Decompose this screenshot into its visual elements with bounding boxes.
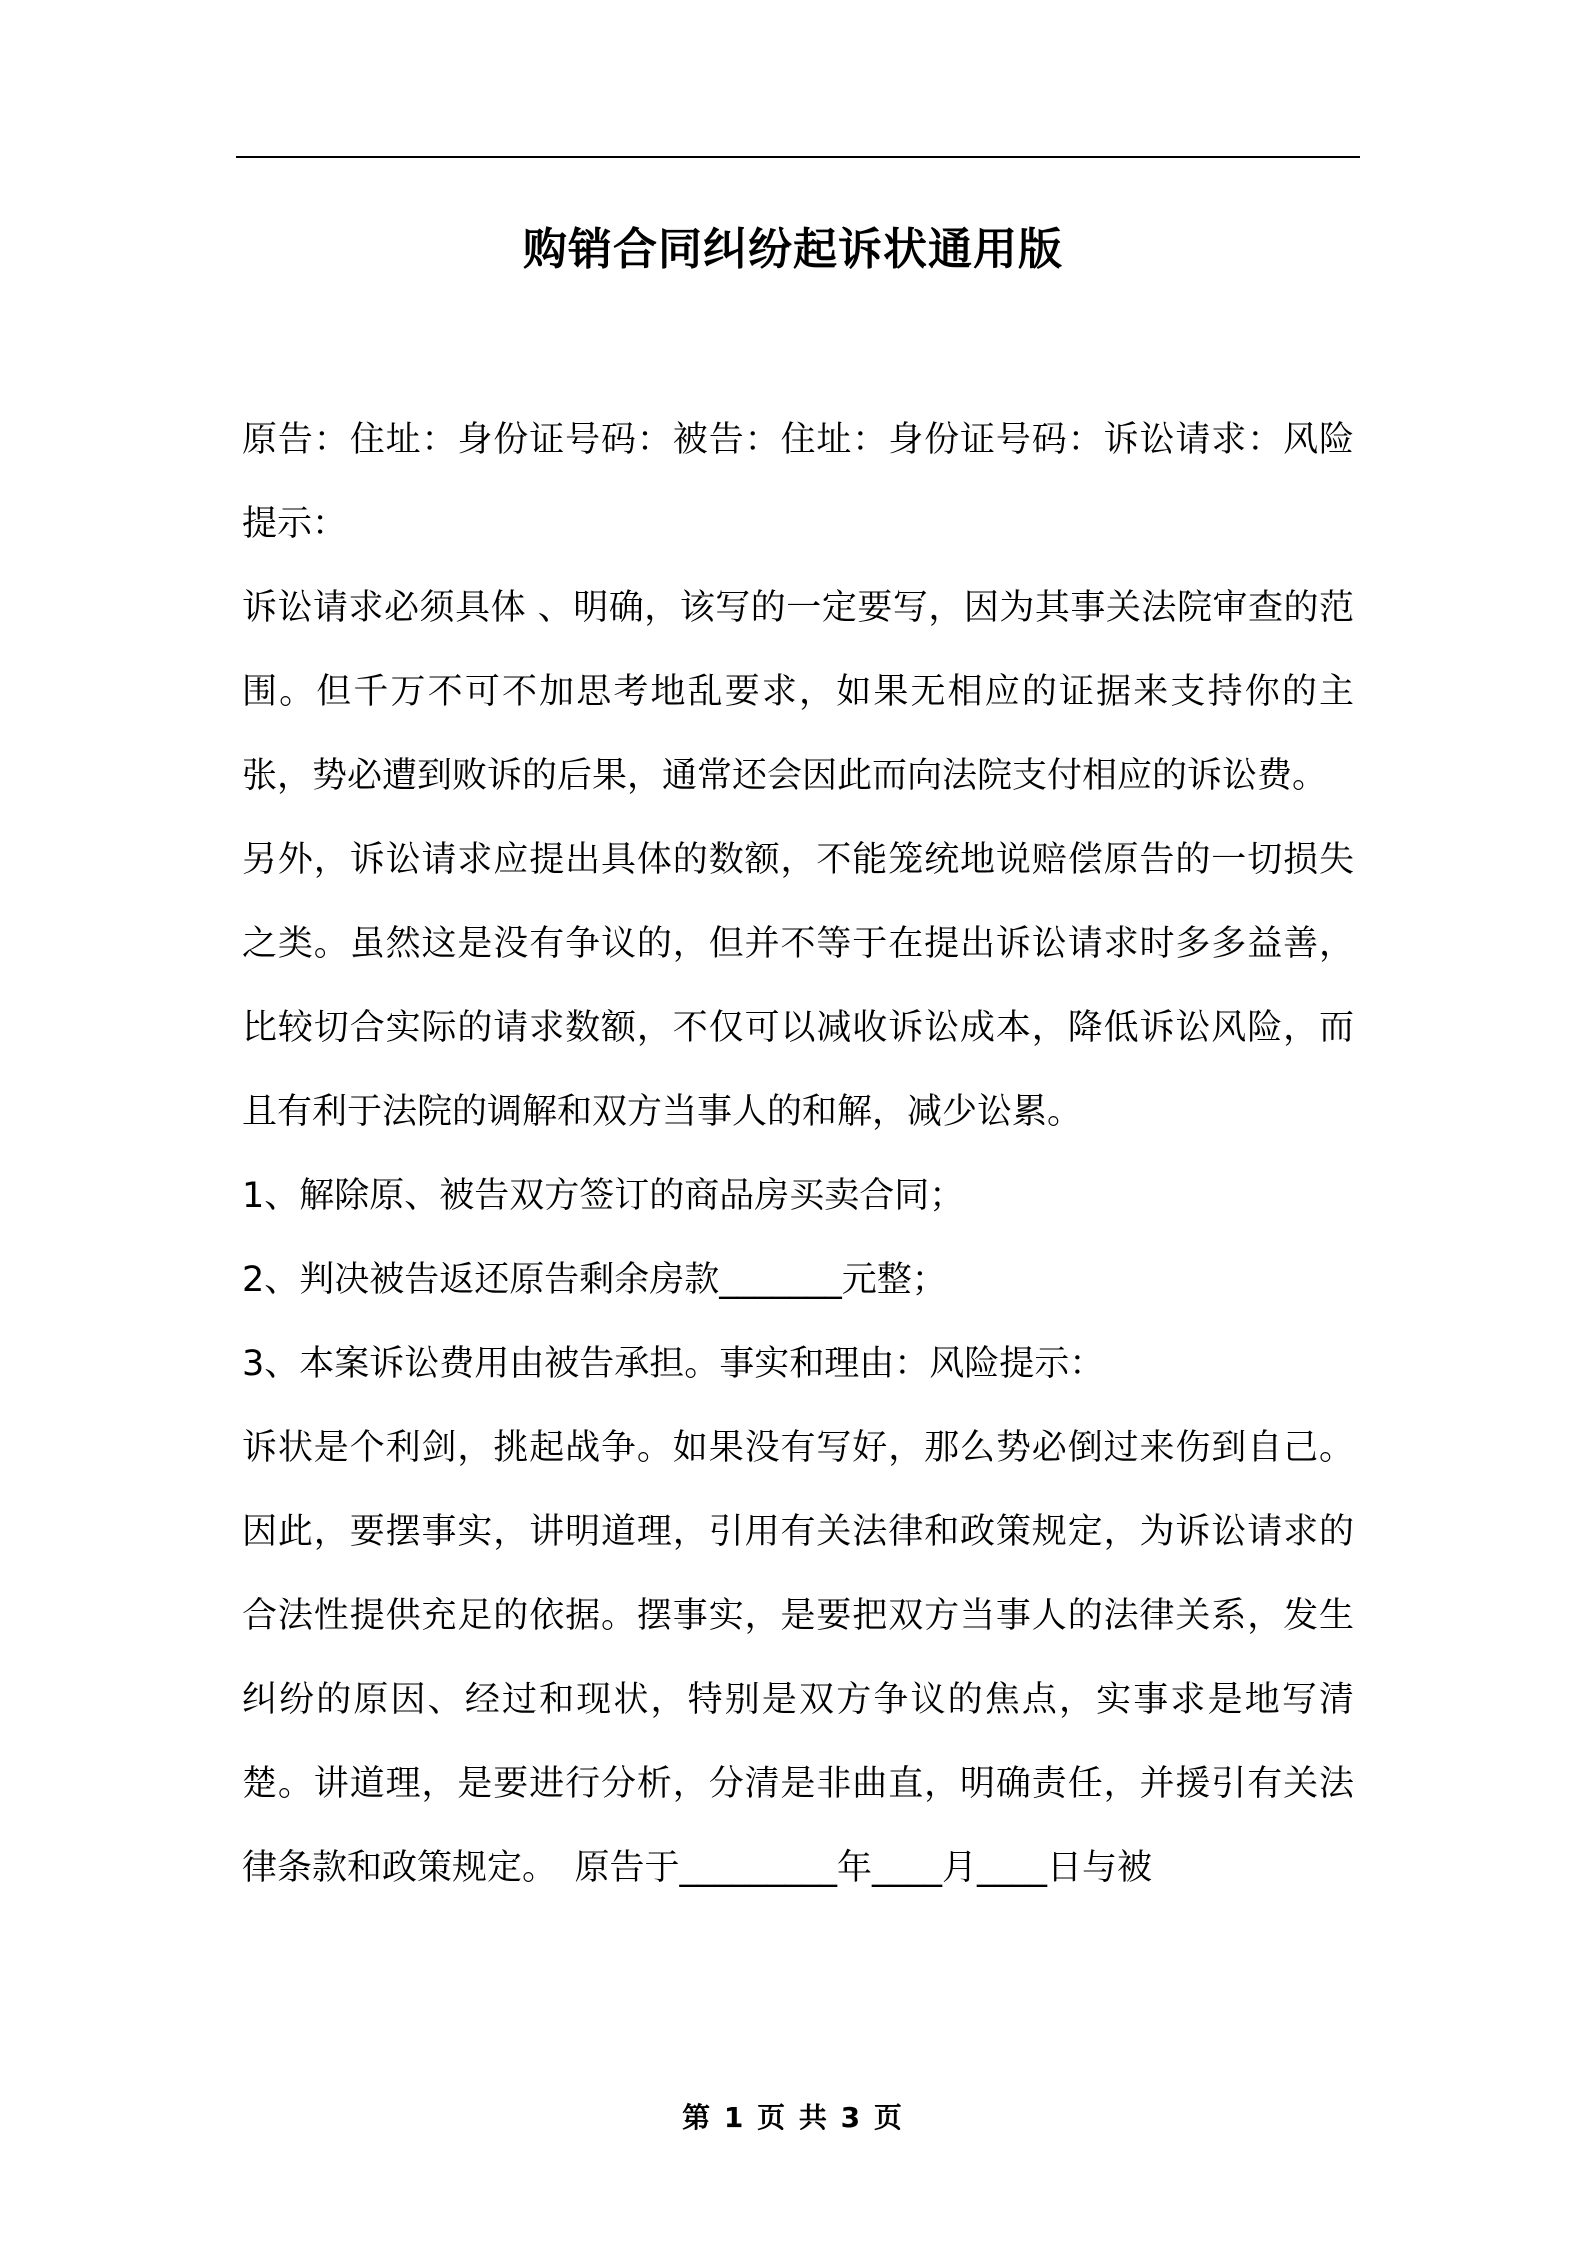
document-body (242, 398, 1354, 1910)
paragraph-parties: 原告：住址：身份证号码：被告：住址：身份证号码：诉讼请求：风险提示： (242, 420, 1354, 544)
header-rule (236, 156, 1360, 158)
claim-item-3: 3、本案诉讼费用由被告承担。事实和理由：风险提示： (242, 1344, 1105, 1384)
claim-item-1: 1、解除原、被告双方签订的商品房买卖合同； (242, 1176, 965, 1216)
page-footer: 第 1 页 共 3 页 (682, 2101, 904, 2134)
paragraph-claim-amount: 另外，诉讼请求应提出具体的数额，不能笼统地说赔偿原告的一切损失之类。虽然这是没有争议的，但并不等于在提出诉讼请求时多多益善，比较切合实际的请求数额，不仅可以减收诉讼成本，降低诉讼风险，而且有利于法院的调解和双方当事人的和解，减少讼累。 (242, 840, 1354, 1132)
paragraph-facts-reasons: 诉状是个利剑，挑起战争。如果没有写好，那么势必倒过来伤到自己。因此，要摆事实，讲明道理，引用有关法律和政策规定，为诉讼请求的合法性提供充足的依据。摆事实，是要把双方当事人的法律关系，发生纠纷的原因、经过和现状，特别是双方争议的焦点，实事求是地写清楚。讲道理，是要进行分析，分清是非曲直，明确责任，并援引有关法律条款和政策规定。 原告于_________年____月____日与被 (242, 1428, 1354, 1888)
document-title: 购销合同纠纷起诉状通用版 (523, 224, 1063, 275)
claim-item-2: 2、判决被告返还原告剩余房款_______元整； (242, 1260, 947, 1300)
paragraph-claim-specific: 诉讼请求必须具体 、明确，该写的一定要写，因为其事关法院审查的范围。但千万不可不加思考地乱要求，如果无相应的证据来支持你的主张，势必遭到败诉的后果，通常还会因此而向法院支付相应的诉讼费。 (242, 588, 1354, 796)
